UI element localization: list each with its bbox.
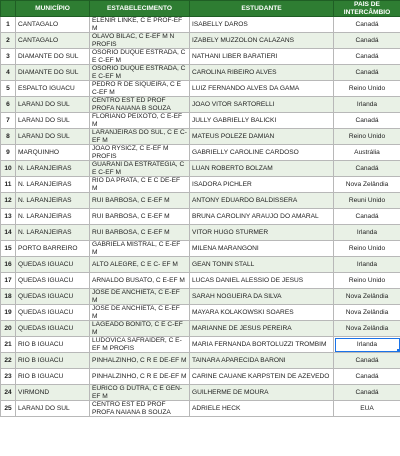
cell-municipio[interactable]: DIAMANTE DO SUL <box>16 49 90 65</box>
cell-pais[interactable]: Canadá <box>334 161 400 177</box>
cell-num[interactable]: 19 <box>1 305 16 321</box>
cell-num[interactable]: 11 <box>1 177 16 193</box>
cell-num[interactable]: 3 <box>1 49 16 65</box>
cell-municipio[interactable]: N. LARANJEIRAS <box>16 209 90 225</box>
cell-estudante[interactable]: BRUNA CAROLINY ARAUJO DO AMARAL <box>190 209 334 225</box>
cell-estudante[interactable]: CAROLINA RIBEIRO ALVES <box>190 65 334 81</box>
cell-num[interactable]: 15 <box>1 241 16 257</box>
header-row <box>1 1 400 17</box>
cell-estabelecimento[interactable]: PINHALZINHO, C R E DE-EF M <box>90 353 190 369</box>
cell-municipio[interactable]: QUEDAS IGUACU <box>16 305 90 321</box>
cell-estabelecimento[interactable]: OSORIO DUQUE ESTRADA, C E C-EF M <box>90 49 190 65</box>
cell-estabelecimento[interactable]: GABRIELA MISTRAL, C E-EF M <box>90 241 190 257</box>
cell-estudante[interactable]: CARINE CAUANE KARPSTEIN DE AZEVEDO <box>190 369 334 385</box>
cell-num[interactable]: 21 <box>1 337 16 353</box>
cell-pais[interactable]: Irlanda <box>334 97 400 113</box>
table-row <box>1 273 400 289</box>
cell-num[interactable]: 9 <box>1 145 16 161</box>
cell-municipio[interactable]: QUEDAS IGUACU <box>16 289 90 305</box>
cell-num[interactable]: 20 <box>1 321 16 337</box>
cell-municipio[interactable]: VIRMOND <box>16 385 90 401</box>
cell-estabelecimento[interactable]: JOSE DE ANCHIETA, C E-EF M <box>90 289 190 305</box>
header-estudante[interactable]: ESTUDANTE <box>190 1 334 17</box>
cell-num[interactable]: 17 <box>1 273 16 289</box>
table-row <box>1 161 400 177</box>
cell-pais[interactable]: Nova Zelândia <box>334 177 400 193</box>
cell-estudante[interactable]: IZABELY MUZZOLON CALAZANS <box>190 33 334 49</box>
cell-pais[interactable]: Reino Unido <box>334 129 400 145</box>
cell-estabelecimento[interactable]: RUI BARBOSA, C E-EF M <box>90 209 190 225</box>
cell-estabelecimento[interactable]: LARANJEIRAS DO SUL, C E C-EF M <box>90 129 190 145</box>
cell-estudante[interactable]: ISABELLY DAROS <box>190 17 334 33</box>
table-body <box>1 17 400 417</box>
cell-municipio[interactable]: RIO B IGUACU <box>16 353 90 369</box>
cell-municipio[interactable]: QUEDAS IGUACU <box>16 321 90 337</box>
cell-pais[interactable]: Austrália <box>334 145 400 161</box>
cell-estabelecimento[interactable]: RUI BARBOSA, C E-EF M <box>90 225 190 241</box>
table-row <box>1 321 400 337</box>
cell-estudante[interactable]: GEAN TONIN STALL <box>190 257 334 273</box>
cell-num[interactable]: 23 <box>1 369 16 385</box>
cell-estabelecimento[interactable]: JOSE DE ANCHIETA, C E-EF M <box>90 305 190 321</box>
table-row <box>1 49 400 65</box>
cell-estudante[interactable]: ANTONY EDUARDO BALDISSERA <box>190 193 334 209</box>
table-row <box>1 401 400 417</box>
cell-estabelecimento[interactable]: OSORIO DUQUE ESTRADA, C E C-EF M <box>90 65 190 81</box>
cell-estudante[interactable]: JULLY GABRIELLY BALICKI <box>190 113 334 129</box>
cell-pais[interactable]: Canadá <box>334 17 400 33</box>
cell-municipio[interactable]: CANTAGALO <box>16 33 90 49</box>
table-row <box>1 177 400 193</box>
table-row <box>1 209 400 225</box>
cell-municipio[interactable]: QUEDAS IGUACU <box>16 257 90 273</box>
cell-municipio[interactable]: RIO B IGUACU <box>16 337 90 353</box>
cell-num[interactable]: 16 <box>1 257 16 273</box>
cell-estudante[interactable]: TAINARA APARECIDA BARONI <box>190 353 334 369</box>
cell-estudante[interactable]: JOAO VITOR SARTORELLI <box>190 97 334 113</box>
cell-num[interactable]: 22 <box>1 353 16 369</box>
cell-pais[interactable]: Nova Zelândia <box>334 321 400 337</box>
cell-estudante[interactable]: GUILHERME DE MOURA <box>190 385 334 401</box>
table-row <box>1 369 400 385</box>
cell-pais[interactable]: Canadá <box>334 65 400 81</box>
cell-pais[interactable]: Reino Unido <box>334 273 400 289</box>
cell-estabelecimento[interactable]: LUDOVICA SAFRAIDER, C E-EF M PROFIS <box>90 337 190 353</box>
cell-estabelecimento[interactable]: RUI BARBOSA, C E-EF M <box>90 193 190 209</box>
table-row <box>1 17 400 33</box>
cell-municipio[interactable]: LARANJ DO SUL <box>16 113 90 129</box>
header-num[interactable] <box>1 1 16 17</box>
cell-estabelecimento[interactable]: PEDRO R DE SIQUEIRA, C E C-EF M <box>90 81 190 97</box>
table-row <box>1 353 400 369</box>
cell-estabelecimento[interactable]: EURICO G DUTRA, C E GEN-EF M <box>90 385 190 401</box>
cell-pais[interactable]: Canadá <box>334 209 400 225</box>
cell-pais[interactable]: Canadá <box>334 49 400 65</box>
cell-municipio[interactable]: N. LARANJEIRAS <box>16 193 90 209</box>
cell-municipio[interactable]: LARANJ DO SUL <box>16 401 90 417</box>
table-row <box>1 97 400 113</box>
header-municipio[interactable]: MUNICÍPIO <box>16 1 90 17</box>
cell-estabelecimento[interactable]: ELENIR LINKE, C E PROF-EF M <box>90 17 190 33</box>
cell-num[interactable]: 12 <box>1 193 16 209</box>
table-row <box>1 129 400 145</box>
cell-municipio[interactable]: CANTAGALO <box>16 17 90 33</box>
table-row <box>1 305 400 321</box>
cell-pais[interactable]: Irlanda <box>334 225 400 241</box>
cell-num[interactable]: 2 <box>1 33 16 49</box>
cell-municipio[interactable]: N. LARANJEIRAS <box>16 161 90 177</box>
cell-num[interactable]: 13 <box>1 209 16 225</box>
cell-num[interactable]: 25 <box>1 401 16 417</box>
table-row <box>1 289 400 305</box>
table-row <box>1 113 400 129</box>
cell-municipio[interactable]: DIAMANTE DO SUL <box>16 65 90 81</box>
table-row <box>1 145 400 161</box>
cell-estudante[interactable]: MARIANNE DE JESUS PEREIRA <box>190 321 334 337</box>
cell-pais[interactable]: Irlanda <box>334 257 400 273</box>
header-estabelecimento[interactable]: ESTABELECIMENTO <box>90 1 190 17</box>
cell-estudante[interactable]: MILENA MARANGONI <box>190 241 334 257</box>
cell-num[interactable]: 10 <box>1 161 16 177</box>
table-row <box>1 257 400 273</box>
cell-municipio[interactable]: QUEDAS IGUACU <box>16 273 90 289</box>
cell-estabelecimento[interactable]: CENTRO EST ED PROF PROFA NAIANA B SOUZA <box>90 97 190 113</box>
cell-pais[interactable]: Reino Unido <box>334 81 400 97</box>
cell-num[interactable]: 7 <box>1 113 16 129</box>
table-row <box>1 225 400 241</box>
cell-num[interactable]: 14 <box>1 225 16 241</box>
cell-estudante[interactable]: ISADORA PICHLER <box>190 177 334 193</box>
cell-municipio[interactable]: N. LARANJEIRAS <box>16 177 90 193</box>
cell-num[interactable]: 6 <box>1 97 16 113</box>
cell-pais[interactable]: Canadá <box>334 385 400 401</box>
cell-pais[interactable]: Nova Zelândia <box>334 289 400 305</box>
cell-estudante[interactable]: GABRIELLY CAROLINE CARDOSO <box>190 145 334 161</box>
table-row <box>1 33 400 49</box>
cell-municipio[interactable]: PORTO BARREIRO <box>16 241 90 257</box>
table-row <box>1 337 400 353</box>
cell-estudante[interactable]: VITOR HUGO STURMER <box>190 225 334 241</box>
cell-num[interactable]: 4 <box>1 65 16 81</box>
cell-estudante[interactable]: MARIA FERNANDA BORTOLUZZI TROMBIM <box>190 337 334 353</box>
cell-pais[interactable]: Reuni Unido <box>334 193 400 209</box>
cell-estudante[interactable]: MAYARA KOLAKOWSKI SOARES <box>190 305 334 321</box>
table-row <box>1 241 400 257</box>
cell-estabelecimento[interactable]: CENTRO EST ED PROF PROFA NAIANA B SOUZA <box>90 401 190 417</box>
cell-pais[interactable]: Nova Zelândia <box>334 305 400 321</box>
cell-estudante[interactable]: MATEUS POLEZE DAMIAN <box>190 129 334 145</box>
cell-municipio[interactable]: LARANJ DO SUL <box>16 97 90 113</box>
cell-municipio[interactable]: N. LARANJEIRAS <box>16 225 90 241</box>
cell-pais[interactable]: Canadá <box>334 369 400 385</box>
cell-estabelecimento[interactable]: ARNALDO BUSATO, C E-EF M <box>90 273 190 289</box>
cell-estabelecimento[interactable]: JOAO RYSICZ, C E-EF M PROFIS <box>90 145 190 161</box>
cell-estudante[interactable]: LUCAS DANIEL ALESSIO DE JESUS <box>190 273 334 289</box>
table-row <box>1 193 400 209</box>
cell-estabelecimento[interactable]: LAGEADO BONITO, C E C-EF M <box>90 321 190 337</box>
cell-municipio[interactable]: MARQUINHO <box>16 145 90 161</box>
cell-pais[interactable]: Canadá <box>334 33 400 49</box>
cell-estabelecimento[interactable]: GUARANI DA ESTRATEGIA, C E C-EF M <box>90 161 190 177</box>
cell-num[interactable]: 5 <box>1 81 16 97</box>
cell-pais[interactable]: Irlanda <box>334 337 400 353</box>
cell-pais[interactable]: Canadá <box>334 113 400 129</box>
cell-estudante[interactable]: SARAH NOGUEIRA DA SILVA <box>190 289 334 305</box>
cell-estabelecimento[interactable]: ALTO ALEGRE, C E C- EF M <box>90 257 190 273</box>
cell-estabelecimento[interactable]: PINHALZINHO, C R E DE-EF M <box>90 369 190 385</box>
table-row <box>1 65 400 81</box>
cell-estudante[interactable]: NATHANI LIBER BARATIERI <box>190 49 334 65</box>
cell-municipio[interactable]: RIO B IGUACU <box>16 369 90 385</box>
cell-estudante[interactable]: LUAN ROBERTO BOLZAM <box>190 161 334 177</box>
cell-estabelecimento[interactable]: RIO DA PRATA, C E C DE-EF M <box>90 177 190 193</box>
cell-pais[interactable]: Canadá <box>334 353 400 369</box>
cell-pais[interactable]: Reino Unido <box>334 241 400 257</box>
table-row <box>1 81 400 97</box>
header-pais[interactable]: PAÍS DE INTERCÂMBIO <box>334 1 400 17</box>
cell-num[interactable]: 24 <box>1 385 16 401</box>
cell-num[interactable]: 1 <box>1 17 16 33</box>
table-row <box>1 385 400 401</box>
cell-estabelecimento[interactable]: FLORIANO PEIXOTO, C E-EF M <box>90 113 190 129</box>
cell-num[interactable]: 18 <box>1 289 16 305</box>
cell-num[interactable]: 8 <box>1 129 16 145</box>
cell-municipio[interactable]: LARANJ DO SUL <box>16 129 90 145</box>
cell-estabelecimento[interactable]: OLAVO BILAC, C E-EF M N PROFIS <box>90 33 190 49</box>
cell-estudante[interactable]: ADRIELE HECK <box>190 401 334 417</box>
cell-municipio[interactable]: ESPALTO IGUACU <box>16 81 90 97</box>
cell-pais[interactable]: EUA <box>334 401 400 417</box>
cell-estudante[interactable]: LUIZ FERNANDO ALVES DA GAMA <box>190 81 334 97</box>
